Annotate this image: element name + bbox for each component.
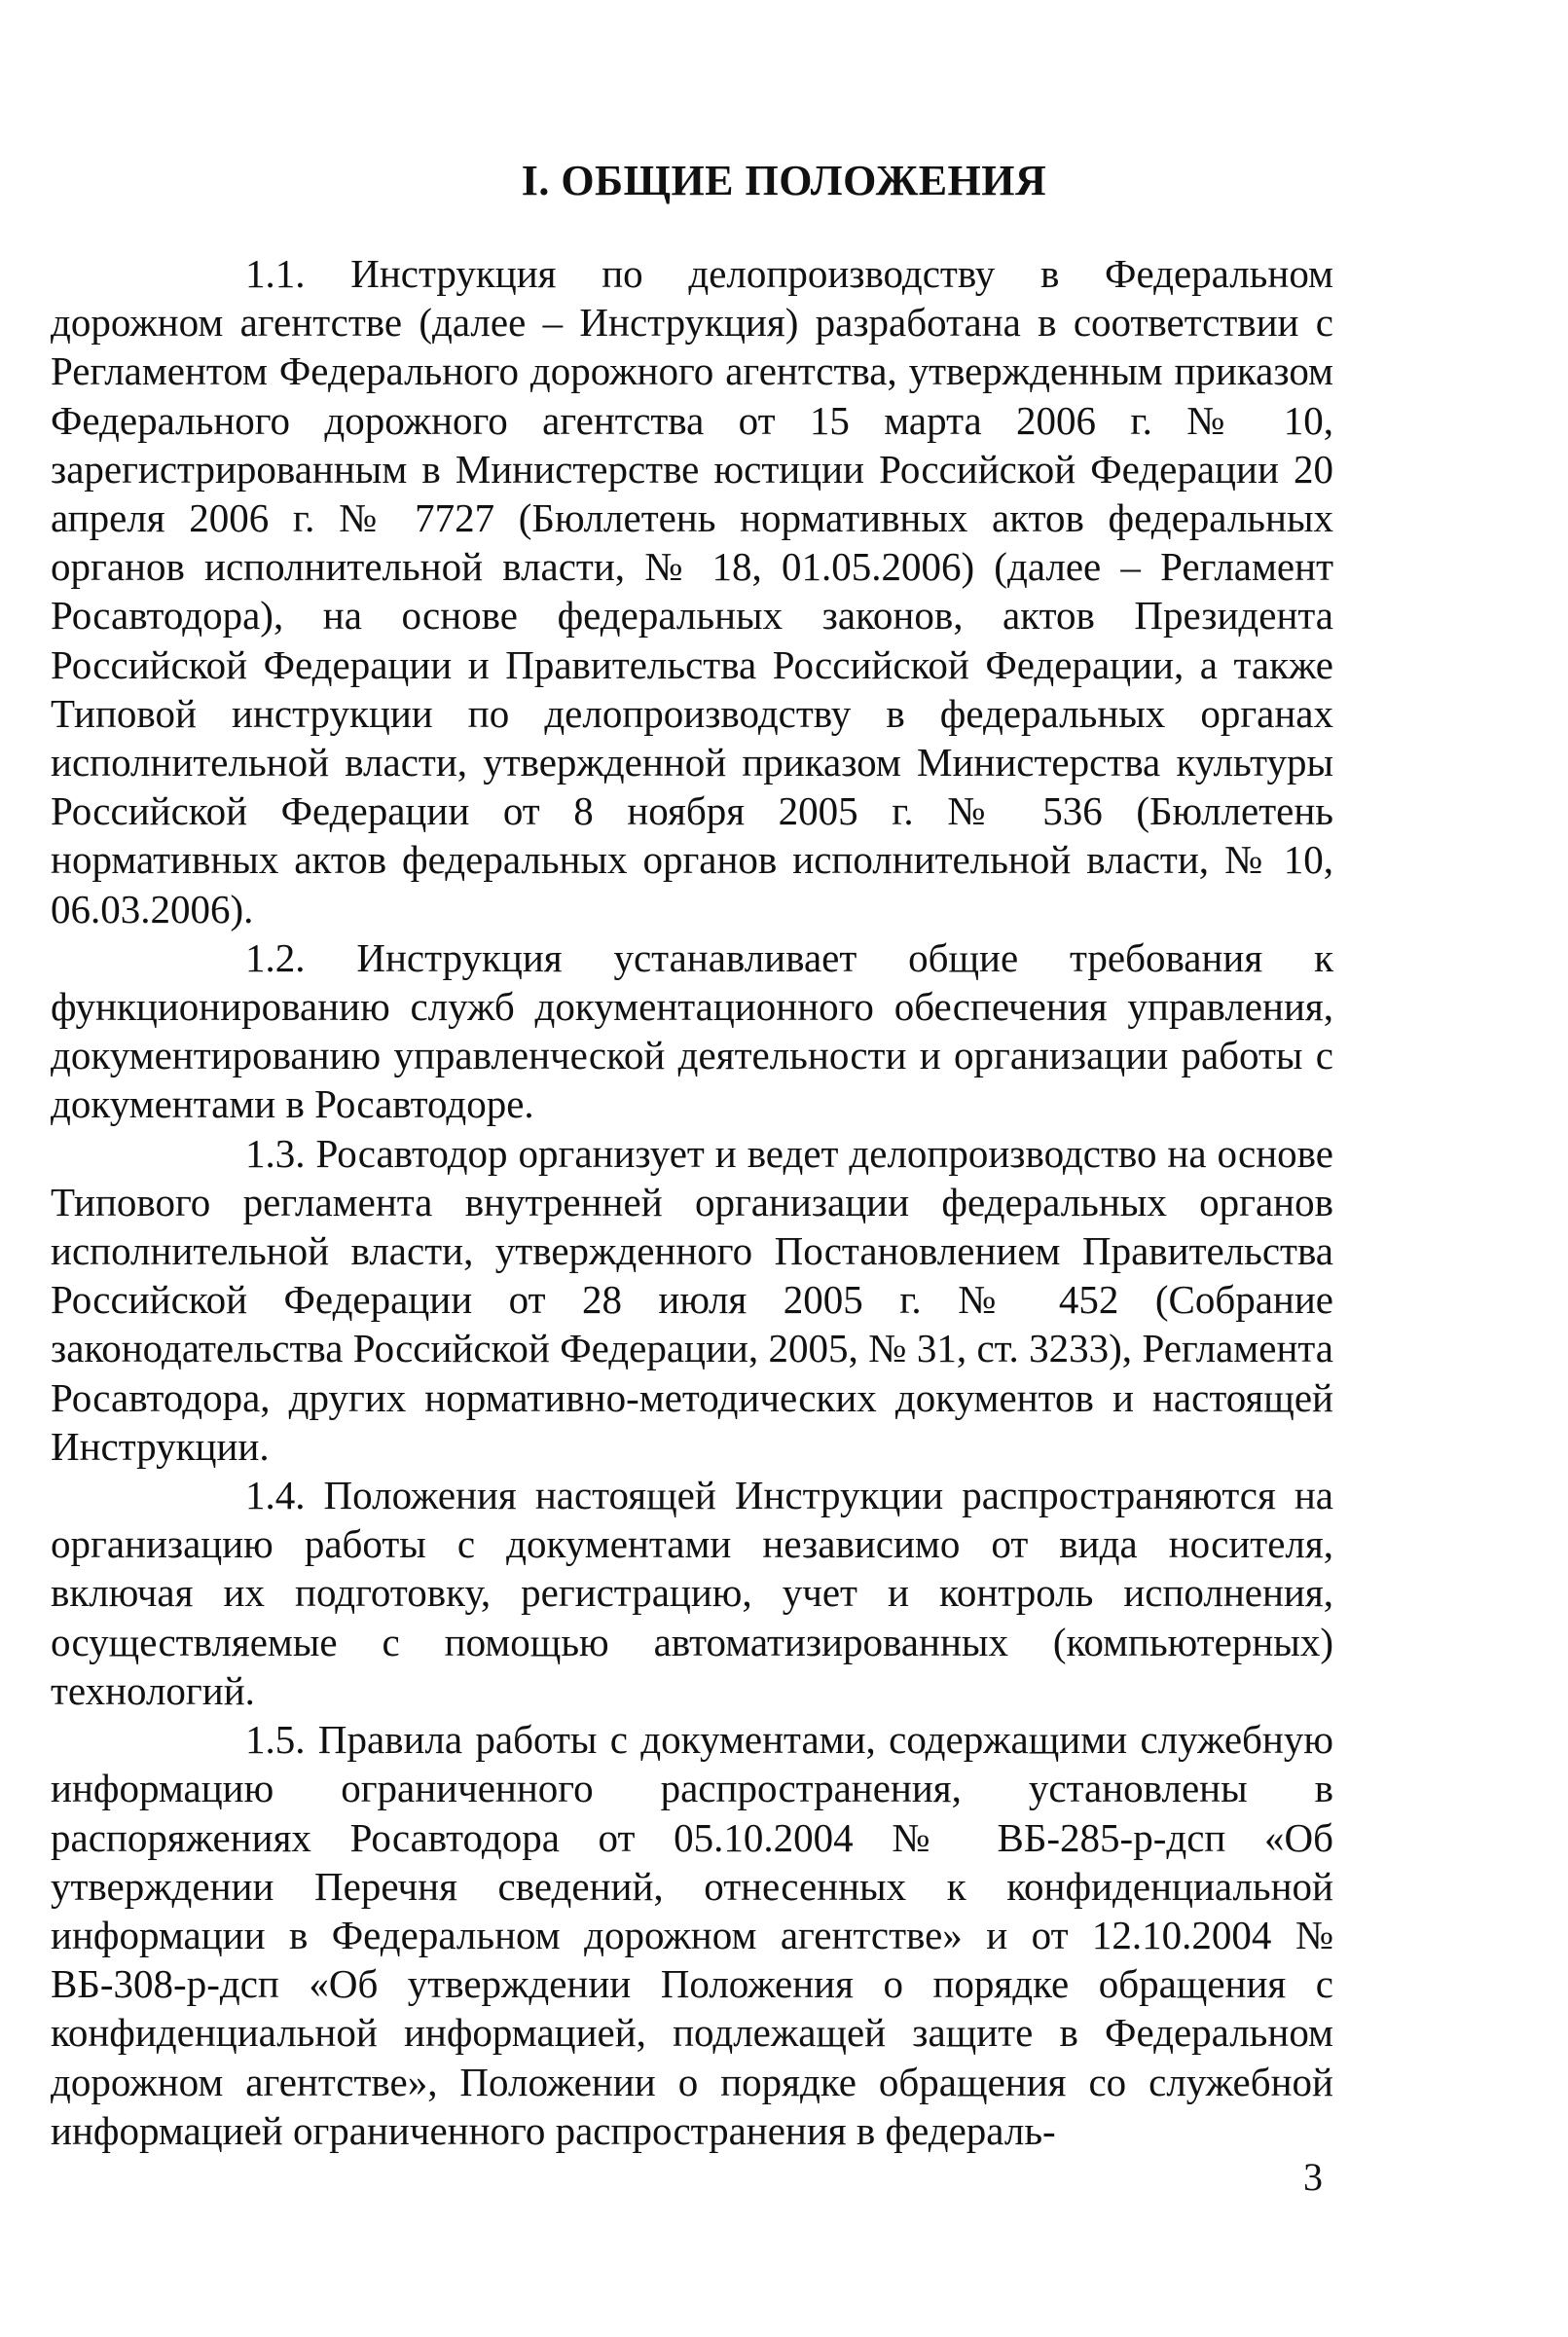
paragraph-1-5: 1.5. Правила работы с документами, содержащими служебную информацию ограниченного распространения, установлены в распоряжениях Росавтодора от 05.10.2004 № ВБ-285-р-дсп «Об утверждении Перечня сведений, отнесенных к конфиденциальной информации в Федеральном дорожном агентстве» и от 12.10.2004 № ВБ-308-р-дсп «Об утверждении Положения о порядке обращения с конфиденциальной информацией, подлежащей защите в Федеральном дорожном агентстве», Положении о порядке обращения со служебной информацией ограниченного распространения в федераль- <box>51 1717 1333 2153</box>
paragraph-1-2: 1.2. Инструкция устанавливает общие требования к функционированию служб документационного обеспечения управления, документированию управленческой деятельности и организации работы с документами в Росавтодоре. <box>51 934 1333 1127</box>
paragraph-1-3: 1.3. Росавтодор организует и ведет делопроизводство на основе Типового регламента внутренней организации федеральных органов исполнительной власти, утвержденного Постановлением Правительства Российской Федерации от 28 июля 2005 г. № 452 (Собрание законодательства Российской Федерации, 2005, № 31, ст. 3233), Регламента Росавтодора, других нормативно-методических документов и настоящей Инструкции. <box>51 1130 1333 1469</box>
page-number: 3 <box>1303 2155 1323 2199</box>
paragraph-1-1: 1.1. Инструкция по делопроизводству в Федеральном дорожном агентстве (далее – Инструкция) разработана в соответствии с Регламентом Федерального дорожного агентства, утвержденным приказом Федерального дорожного агентства от 15 марта 2006 г. № 10, зарегистрированным в Министерстве юстиции Российской Федерации 20 апреля 2006 г. № 7727 (Бюллетень нормативных актов федеральных органов исполнительной власти, № 18, 01.05.2006) (далее – Регламент Росавтодора), на основе федеральных законов, актов Президента Российской Федерации и Правительства Российской Федерации, а также Типовой инструкции по делопроизводству в федеральных органах исполнительной власти, утвержденной приказом Министерства культуры Российской Федерации от 8 ноября 2005 г. № 536 (Бюллетень нормативных актов федеральных органов исполнительной власти, № 10, 06.03.2006). <box>51 251 1333 931</box>
paragraph-1-4: 1.4. Положения настоящей Инструкции распространяются на организацию работы с документами независимо от вида носителя, включая их подготовку, регистрацию, учет и контроль исполнения, осуществляемые с помощью автоматизированных (компьютерных) технологий. <box>51 1473 1333 1713</box>
body-text <box>51 249 1333 2155</box>
section-title: I. ОБЩИЕ ПОЛОЖЕНИЯ <box>521 157 1047 204</box>
